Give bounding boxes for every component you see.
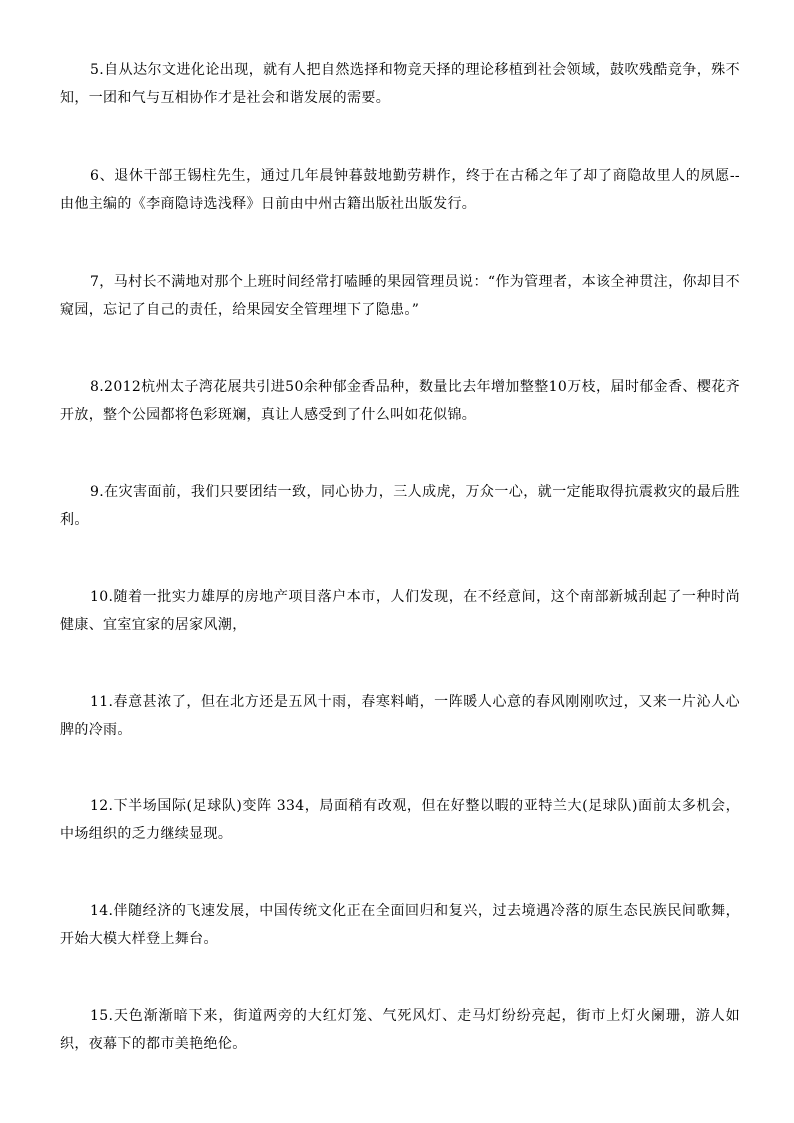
paragraph-item-10: 10.随着一批实力雄厚的房地产项目落户本市，人们发现，在不经意间，这个南部新城刮起了一种时尚健康、宜室宜家的居家风潮， bbox=[60, 589, 740, 633]
paragraph-item-9: 9.在灾害面前，我们只要团结一致，同心协力，三人成虎，万众一心，就一定能取得抗震救灾的最后胜利。 bbox=[60, 484, 740, 528]
paragraph-item-12: 12.下半场国际(足球队)变阵 334，局面稍有改观，但在好整以暇的亚特兰大(足球队)面前太多机会，中场组织的乏力继续显现。 bbox=[60, 798, 740, 842]
paragraph-item-11: 11.春意甚浓了，但在北方还是五风十雨，春寒料峭，一阵暖人心意的春风刚刚吹过，又来一片沁人心脾的冷雨。 bbox=[60, 694, 740, 738]
paragraph-item-7: 7，马村长不满地对那个上班时间经常打嗑睡的果园管理员说：“作为管理者，本该全神贯注，你却目不窥园，忘记了自己的责任，给果园安全管理埋下了隐患。” bbox=[60, 274, 740, 318]
paragraph-item-8: 8.2012杭州太子湾花展共引进50余种郁金香品种，数量比去年增加整整10万枝，届时郁金香、樱花齐开放，整个公园都将色彩斑斓，真让人感受到了什么叫如花似锦。 bbox=[60, 379, 740, 423]
paragraph-item-15: 15.天色渐渐暗下来，街道两旁的大红灯笼、气死风灯、走马灯纷纷亮起，街市上灯火阑珊，游人如织，夜幕下的都市美艳绝伦。 bbox=[60, 1008, 740, 1052]
paragraph-item-14: 14.伴随经济的飞速发展，中国传统文化正在全面回归和复兴，过去境遇冷落的原生态民族民间歌舞，开始大模大样登上舞台。 bbox=[60, 903, 740, 947]
paragraph-item-5: 5.自从达尔文进化论出现，就有人把自然选择和物竞天择的理论移植到社会领域，鼓吹残酷竞争，殊不知，一团和气与互相协作才是社会和谐发展的需要。 bbox=[60, 62, 740, 106]
paragraph-item-6: 6、退休干部王锡柱先生，通过几年晨钟暮鼓地勤劳耕作，终于在古稀之年了却了商隐故里人的夙愿--由他主编的《李商隐诗选浅释》日前由中州古籍出版社出版发行。 bbox=[60, 168, 740, 212]
